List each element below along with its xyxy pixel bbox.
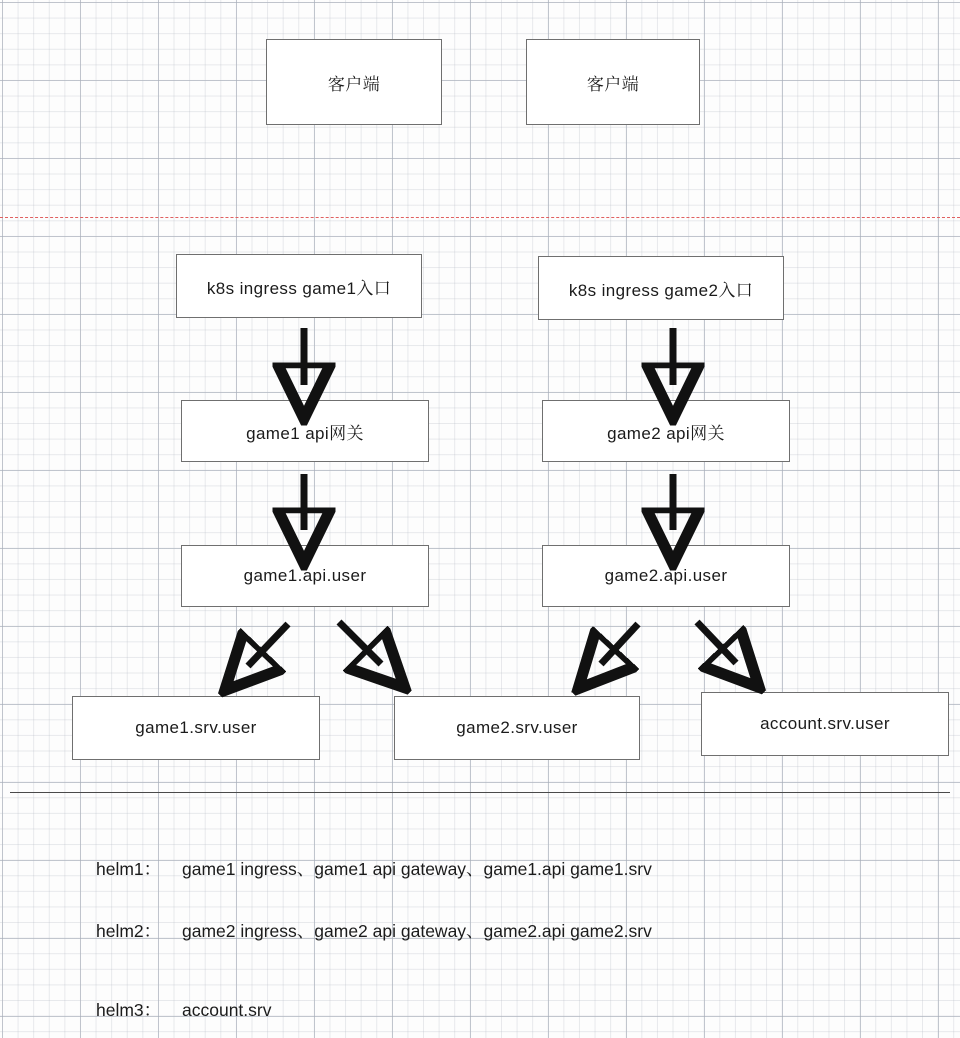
node-label: game1.srv.user <box>135 718 257 737</box>
section-divider <box>10 792 950 793</box>
node-label: game1 api网关 <box>246 423 364 443</box>
legend-value: account.srv <box>182 1000 272 1020</box>
arrow-api2-to-srv2 <box>601 624 638 664</box>
node-label: account.srv.user <box>760 714 890 733</box>
node-ingress-game1 <box>176 254 422 318</box>
arrow-api2-to-account <box>697 622 736 663</box>
node-srv-account <box>701 692 949 756</box>
node-label: game2 api网关 <box>607 423 725 443</box>
node-label: k8s ingress game2入口 <box>568 280 754 300</box>
node-api-game1 <box>181 545 429 607</box>
node-client-left <box>266 39 442 125</box>
legend-value: game2 ingress、game2 api gateway、game2.api game2.srv <box>182 921 652 941</box>
node-label: 客户端 <box>327 74 381 94</box>
node-srv-game1 <box>72 696 320 760</box>
node-label: game2.srv.user <box>456 718 578 737</box>
node-gateway-game1 <box>181 400 429 462</box>
arrow-api1-to-srv2 <box>339 622 381 664</box>
legend-value: game1 ingress、game1 api gateway、game1.api game1.srv <box>182 859 652 879</box>
node-label: game2.api.user <box>604 566 728 585</box>
legend-row-helm3 <box>96 997 271 1022</box>
legend-key: helm3： <box>96 1000 162 1020</box>
legend-row-helm2 <box>96 918 652 943</box>
legend-key: helm1： <box>96 859 162 879</box>
dashed-boundary-line <box>0 217 960 218</box>
legend-key: helm2： <box>96 921 162 941</box>
node-ingress-game2 <box>538 256 784 320</box>
node-api-game2 <box>542 545 790 607</box>
node-label: 客户端 <box>586 74 640 94</box>
node-srv-game2 <box>394 696 640 760</box>
legend-row-helm1 <box>96 856 652 881</box>
node-label: k8s ingress game1入口 <box>206 278 392 298</box>
node-gateway-game2 <box>542 400 790 462</box>
node-label: game1.api.user <box>243 566 367 585</box>
arrow-api1-to-srv1 <box>248 624 288 666</box>
node-client-right <box>526 39 700 125</box>
